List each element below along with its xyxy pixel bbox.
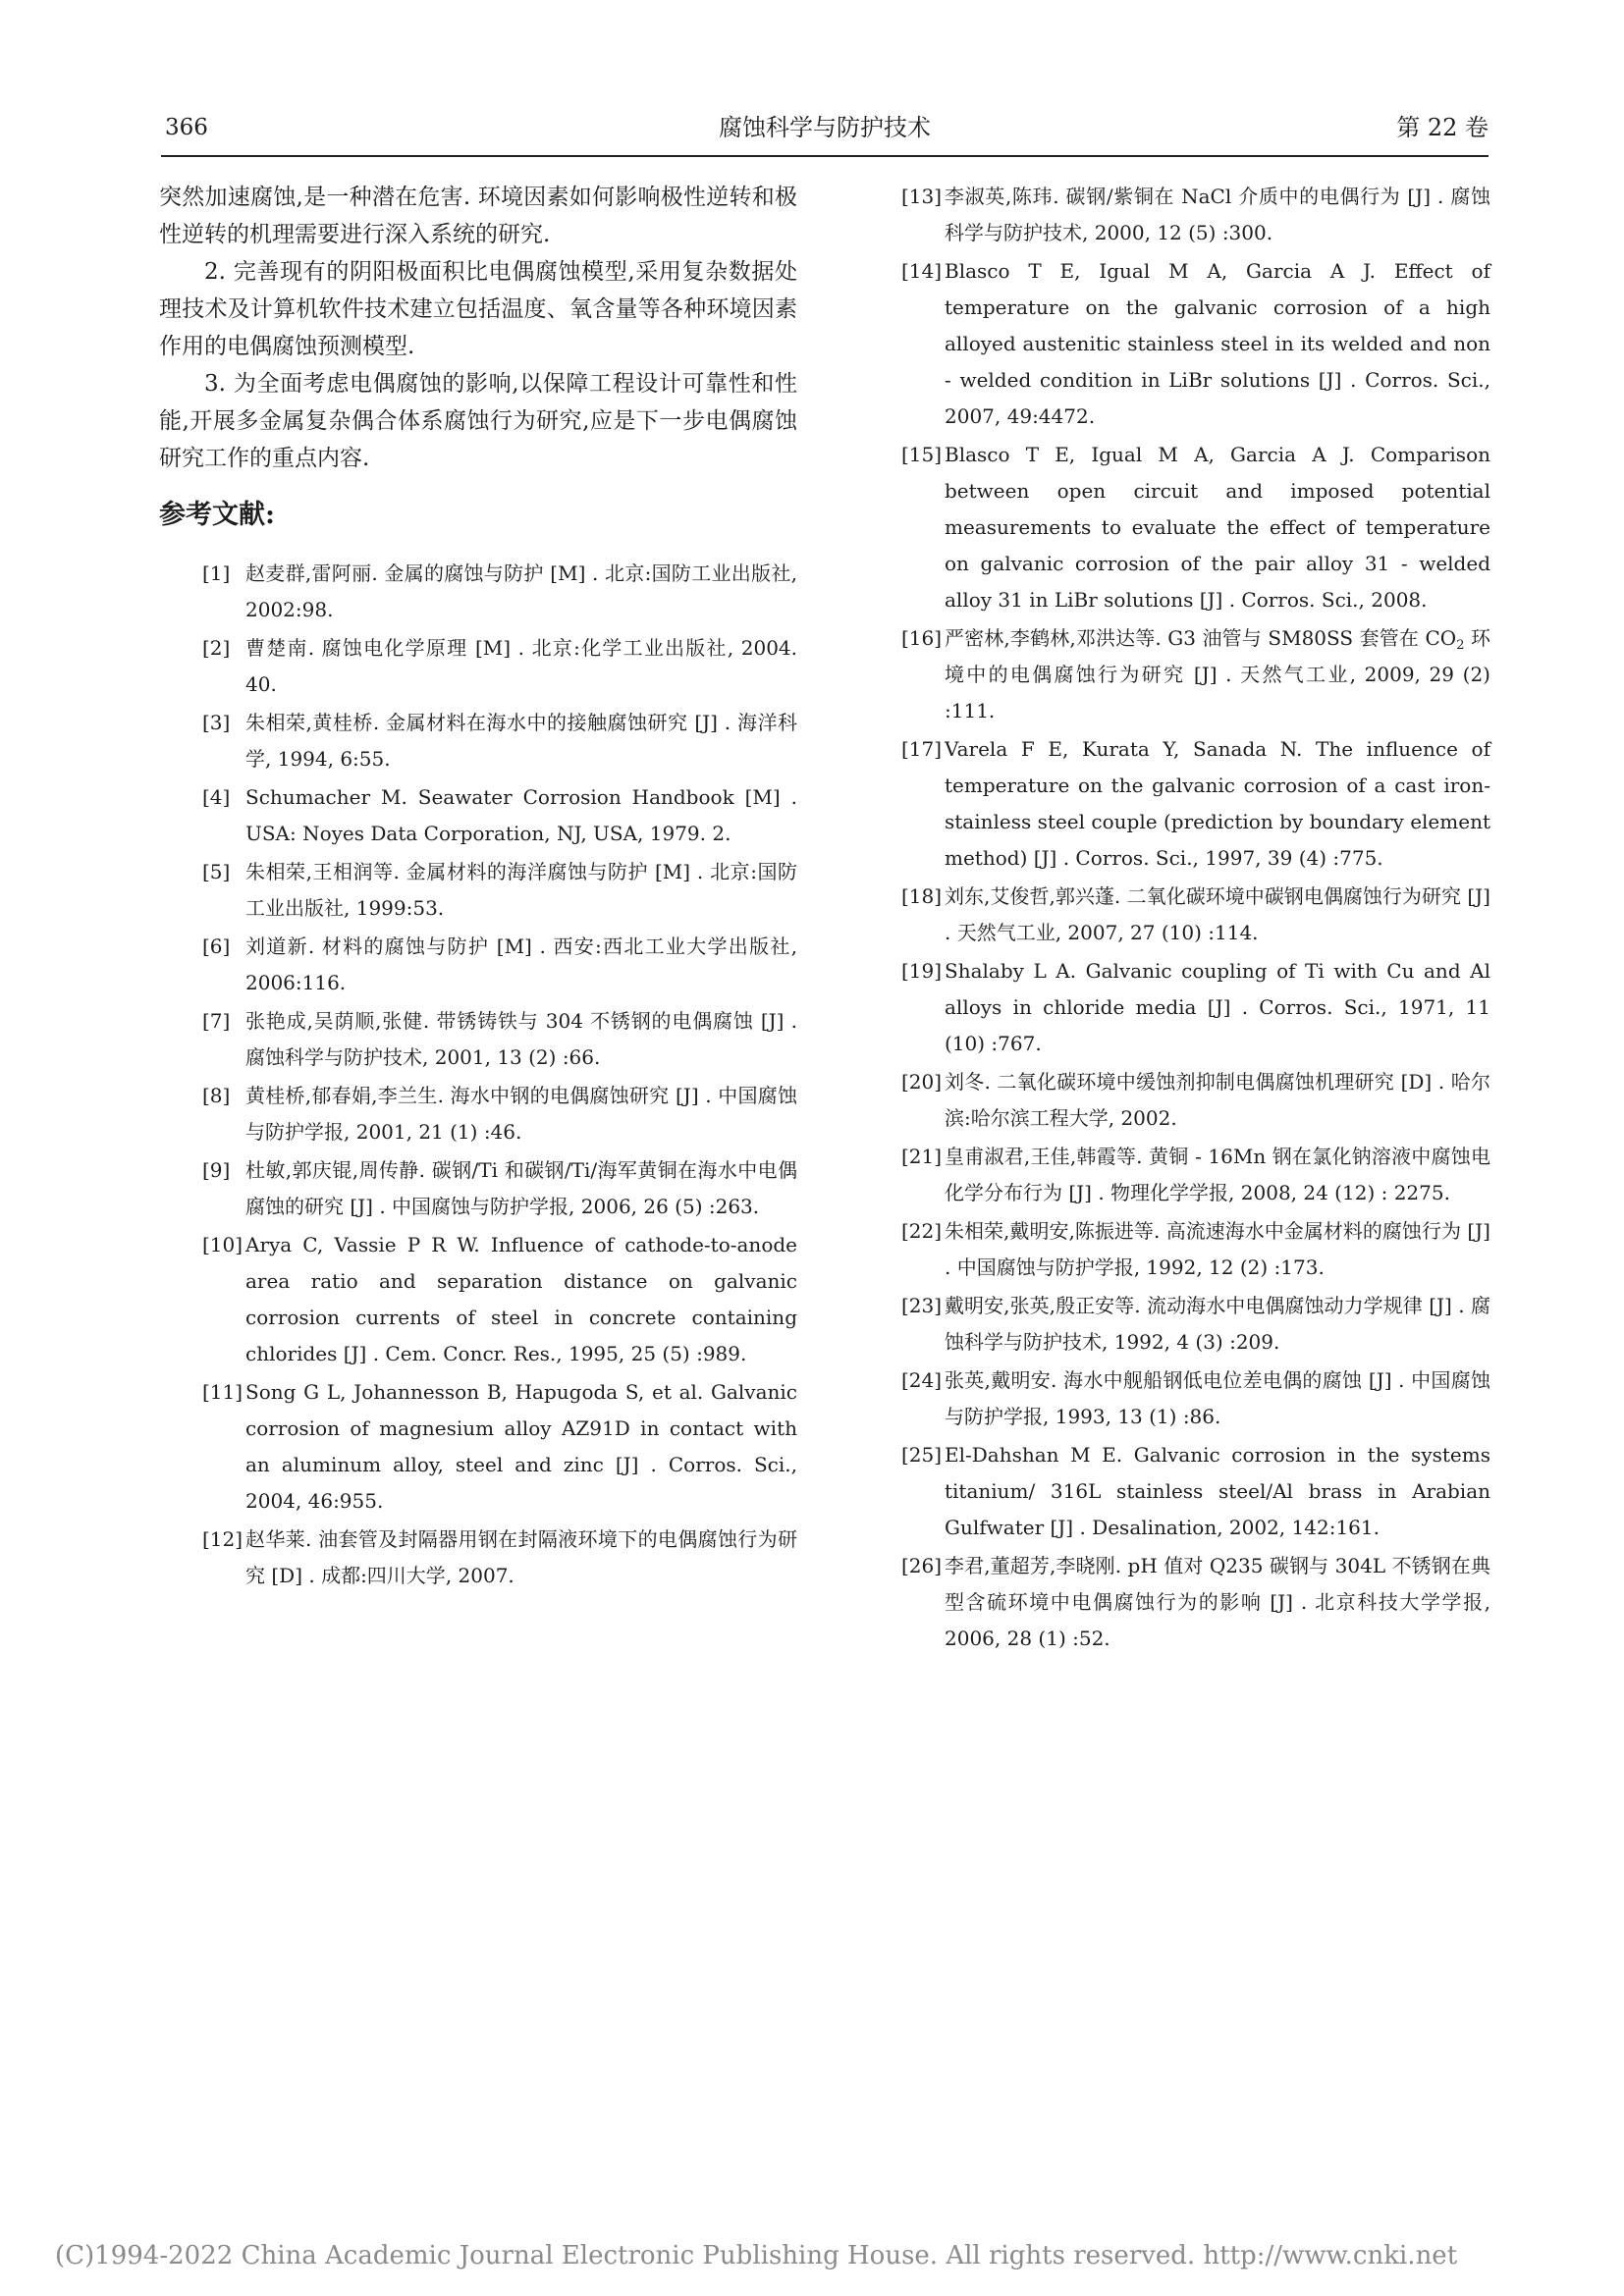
reference-number: [10] [202,1233,244,1256]
reference-number: [15] [901,443,943,466]
body-paragraph: 2. 完善现有的阴阳极面积比电偶腐蚀模型,采用复杂数据处理技术及计算机软件技术建立包括温度、氧含量等各种环境因素作用的电偶腐蚀预测模型. [159,259,797,359]
reference-item [901,1064,1490,1137]
reference-number: [16] [901,626,943,650]
body-paragraph: 3. 为全面考虑电偶腐蚀的影响,以保障工程设计可靠性和性能,开展多金属复杂偶合体系腐蚀行为研究,应是下一步电偶腐蚀研究工作的重点内容. [159,371,797,471]
reference-item [159,1227,797,1372]
journal-title: 腐蚀科学与防护技术 [719,114,931,141]
reference-item [159,1078,797,1150]
reference-number: [14] [901,259,943,283]
reference-text: 戴明安,张英,殷正安等. 流动海水中电偶腐蚀动力学规律 [J] . 腐蚀科学与防护技术, 1992, 4 (3) :209. [945,1294,1490,1354]
reference-number: [5] [202,860,231,883]
reference-item [159,854,797,927]
reference-number: [26] [901,1554,943,1577]
references-heading: 参考文献: [159,500,275,530]
reference-item [901,179,1490,251]
reference-text: 朱相荣,黄桂桥. 金属材料在海水中的接触腐蚀研究 [J] . 海洋科学, 1994, 6:55. [245,711,797,771]
reference-item [901,1437,1490,1546]
reference-number: [4] [202,785,231,809]
reference-number: [19] [901,959,943,983]
reference-item [901,1213,1490,1286]
subscript-2: 2 [1456,638,1465,653]
reference-text: 刘东,艾俊哲,郭兴蓬. 二氧化碳环境中碳钢电偶腐蚀行为研究 [J] . 天然气工业, 2007, 27 (10) :114. [945,884,1490,944]
reference-number: [8] [202,1084,231,1107]
reference-text: Varela F E, Kurata Y, Sanada N. The influence of temperature on the galvanic corrosion of a cast iron-stainless steel couple (prediction by boundary element method) [J] . Corros. Sci., 1997, 39 (4) :775. [945,737,1490,870]
reference-number: [11] [202,1380,244,1404]
reference-text: Blasco T E, Igual M A, Garcia A J. Effect of temperature on the galvanic corrosion of a high alloyed austenitic stainless steel in its welded and non - welded condition in LiBr solutions [J] . Corros. Sci., 2007, 49:4472. [945,259,1490,428]
right-column [901,179,1490,1659]
page-number: 366 [165,115,208,140]
reference-item [901,1288,1490,1361]
reference-text: 张英,戴明安. 海水中舰船钢低电位差电偶的腐蚀 [J] . 中国腐蚀与防护学报, 1993, 13 (1) :86. [945,1368,1490,1428]
reference-item [901,253,1490,435]
reference-item [159,705,797,777]
reference-number: [13] [901,185,943,208]
reference-item [159,630,797,703]
reference-text: Song G L, Johannesson B, Hapugoda S, et al. Galvanic corrosion of magnesium alloy AZ91D in contact with an aluminum alloy, steel and zinc [J] . Corros. Sci., 2004, 46:955. [245,1380,797,1513]
copyright-footer: (C)1994-2022 China Academic Journal Electronic Publishing House. All rights reserved. http://www.cnki.net [55,2241,1458,2270]
reference-item [159,556,797,628]
volume-label: 第 22 卷 [1396,114,1489,141]
reference-item [901,437,1490,618]
reference-number: [2] [202,636,231,660]
reference-text: 刘道新. 材料的腐蚀与防护 [M] . 西安:西北工业大学出版社, 2006:116. [245,934,797,994]
reference-item [159,929,797,1001]
reference-number: [24] [901,1368,943,1392]
reference-item [901,1139,1490,1211]
reference-number: [21] [901,1145,943,1168]
reference-number: [3] [202,711,231,734]
reference-item [901,1362,1490,1435]
reference-number: [18] [901,884,943,908]
reference-number: [17] [901,737,943,761]
reference-text: 赵华莱. 油套管及封隔器用钢在封隔液环境下的电偶腐蚀行为研究 [D] . 成都:四川大学, 2007. [245,1527,797,1587]
reference-number: [22] [901,1219,943,1243]
reference-number: [12] [202,1527,244,1551]
reference-number: [20] [901,1070,943,1094]
reference-text: 刘冬. 二氧化碳环境中缓蚀剂抑制电偶腐蚀机理研究 [D] . 哈尔滨:哈尔滨工程大学, 2002. [945,1070,1490,1130]
reference-number: [6] [202,934,231,958]
reference-text: El-Dahshan M E. Galvanic corrosion in the systems titanium/ 316L stainless steel/Al brass in Arabian Gulfwater [J] . Desalination, 2002, 142:161. [945,1443,1490,1539]
reference-item [901,953,1490,1062]
reference-number: [7] [202,1009,231,1033]
reference-item [901,879,1490,951]
reference-text: 黄桂桥,郁春娟,李兰生. 海水中钢的电偶腐蚀研究 [J] . 中国腐蚀与防护学报, 2001, 21 (1) :46. [245,1084,797,1144]
reference-text: 严密林,李鹤林,邓洪达等. G3 油管与 SM80SS 套管在 $CO_2$ 环境中的电偶腐蚀行为研究 [J] . 天然气工业, 2009, 29 (2) :111. [945,626,1490,722]
header-divider [161,155,1489,157]
reference-item [901,620,1490,729]
reference-text: Schumacher M. Seawater Corrosion Handbook [M] . USA: Noyes Data Corporation, NJ, USA, 1979. 2. [245,785,797,845]
reference-text: 杜敏,郭庆锟,周传静. 碳钢/Ti 和碳钢/Ti/海军黄铜在海水中电偶腐蚀的研究 [J] . 中国腐蚀与防护学报, 2006, 26 (5) :263. [245,1158,797,1218]
reference-item [159,779,797,852]
left-column [159,179,797,1596]
reference-text: 皇甫淑君,王佳,韩霞等. 黄铜 - 16Mn 钢在氯化钠溶液中腐蚀电化学分布行为 [J] . 物理化学学报, 2008, 24 (12) : 2275. [945,1145,1490,1204]
reference-text: 曹楚南. 腐蚀电化学原理 [M] . 北京:化学工业出版社, 2004. 40. [245,636,797,696]
reference-text: 赵麦群,雷阿丽. 金属的腐蚀与防护 [M] . 北京:国防工业出版社, 2002:98. [245,561,797,621]
reference-number: [23] [901,1294,943,1317]
reference-text: Blasco T E, Igual M A, Garcia A J. Comparison between open circuit and imposed potential measurements to evaluate the effect of temperature on galvanic corrosion of the pair alloy 31 - welded alloy 31 in LiBr solutions [J] . Corros. Sci., 2008. [945,443,1490,612]
reference-text: 李淑英,陈玮. 碳钢/紫铜在 NaCl 介质中的电偶行为 [J] . 腐蚀科学与防护技术, 2000, 12 (5) :300. [945,185,1490,244]
reference-text: 朱相荣,王相润等. 金属材料的海洋腐蚀与防护 [M] . 北京:国防工业出版社, 1999:53. [245,860,797,920]
reference-item [159,1003,797,1076]
page-header [161,108,1489,147]
reference-text: Arya C, Vassie P R W. Influence of cathode-to-anode area ratio and separation distance on galvanic corrosion currents of steel in concrete containing chlorides [J] . Cem. Concr. Res., 1995, 25 (5) :989. [245,1233,797,1365]
reference-item [901,731,1490,877]
reference-text: 李君,董超芳,李晓刚. pH 值对 Q235 碳钢与 304L 不锈钢在典型含硫环境中电偶腐蚀行为的影响 [J] . 北京科技大学学报, 2006, 28 (1) :52. [945,1554,1490,1650]
reference-item [159,1522,797,1594]
reference-item [159,1152,797,1225]
body-paragraph: 突然加速腐蚀,是一种潜在危害. 环境因素如何影响极性逆转和极性逆转的机理需要进行深入系统的研究. [159,185,797,247]
reference-item [901,1548,1490,1657]
reference-text: 张艳成,吴荫顺,张健. 带锈铸铁与 304 不锈钢的电偶腐蚀 [J] . 腐蚀科学与防护技术, 2001, 13 (2) :66. [245,1009,797,1069]
reference-number: [1] [202,561,231,585]
reference-item [159,1374,797,1520]
reference-number: [9] [202,1158,231,1182]
reference-text: Shalaby L A. Galvanic coupling of Ti with Cu and Al alloys in chloride media [J] . Corros. Sci., 1971, 11 (10) :767. [945,959,1490,1055]
reference-text: 朱相荣,戴明安,陈振进等. 高流速海水中金属材料的腐蚀行为 [J] . 中国腐蚀与防护学报, 1992, 12 (2) :173. [945,1219,1490,1279]
reference-number: [25] [901,1443,943,1467]
